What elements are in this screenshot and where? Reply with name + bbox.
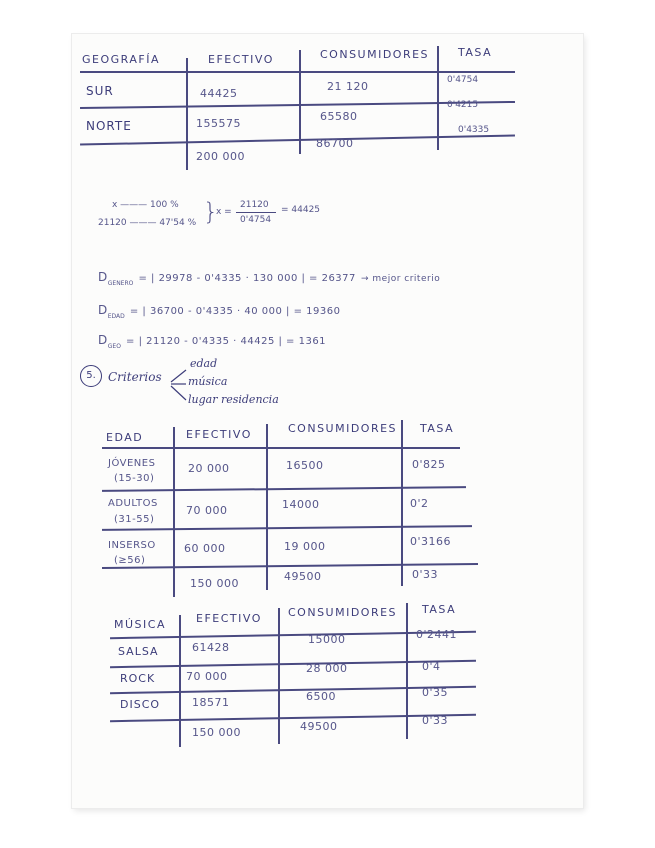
table-cell: 16500	[286, 459, 324, 472]
table-cell: 49500	[300, 720, 338, 733]
criteria-item: música	[188, 375, 228, 388]
distance-row	[98, 299, 340, 320]
table-cell: 200 000	[196, 150, 245, 163]
criteria-item: edad	[190, 357, 218, 370]
table-rule	[102, 447, 460, 449]
table-cell: 70 000	[186, 504, 228, 517]
distance-row	[98, 329, 326, 350]
table-cell: 28 000	[306, 662, 348, 675]
table-cell: 150 000	[190, 577, 239, 590]
distance-note: → mejor criterio	[361, 274, 441, 284]
distance-row	[98, 266, 440, 287]
table-header: GEOGRAFÍA	[82, 53, 160, 66]
table-cell: 0'4335	[458, 125, 490, 135]
distance-sub: GENERO	[107, 280, 134, 288]
table-header: EDAD	[106, 431, 144, 444]
table-cell: 49500	[284, 570, 322, 583]
table-cell: 19 000	[284, 540, 326, 553]
table-cell: 20 000	[188, 462, 230, 475]
distance-expression: = | 29978 - 0'4335 · 130 000 | = 26377	[138, 273, 356, 284]
table-header: EFECTIVO	[208, 53, 274, 66]
table-cell: (15-30)	[114, 473, 155, 484]
table-cell: (≥56)	[114, 555, 146, 566]
table-cell: (31-55)	[114, 514, 155, 525]
table-header: TASA	[458, 46, 493, 59]
table-cell: 60 000	[184, 542, 226, 555]
table-cell: JÓVENES	[108, 458, 156, 469]
table-cell: 0'4754	[447, 75, 479, 85]
table-cell: 0'2441	[416, 628, 458, 641]
table-cell: 44425	[200, 87, 238, 100]
distance-label: D	[98, 333, 108, 347]
table-cell: 6500	[306, 690, 336, 703]
table-header: MÚSICA	[114, 618, 166, 631]
table-rule	[80, 71, 515, 73]
distance-expression: = | 21120 - 0'4335 · 44425 | = 1361	[126, 336, 327, 347]
distance-sub: GEO	[107, 343, 121, 351]
table-cell: 0'33	[412, 568, 439, 581]
table-divider	[278, 608, 280, 744]
table-header: TASA	[420, 422, 455, 435]
table-header: EFECTIVO	[186, 428, 252, 441]
table-cell: ROCK	[120, 672, 156, 685]
table-cell: 21 120	[327, 80, 369, 93]
exercise-number: 5.	[80, 365, 102, 387]
table-cell: 0'825	[412, 458, 446, 471]
table-header: CONSUMIDORES	[288, 422, 398, 435]
table-header: CONSUMIDORES	[320, 48, 430, 61]
table-cell: 86700	[316, 137, 354, 150]
table-divider	[173, 427, 175, 597]
table-cell: 0'2	[410, 497, 429, 510]
table-divider	[406, 603, 408, 739]
table-divider	[186, 58, 188, 170]
equation-result: = 44425	[281, 205, 321, 215]
fraction-bar	[236, 212, 276, 213]
table-divider	[401, 420, 403, 586]
table-divider	[266, 424, 268, 590]
distance-label: D	[98, 270, 108, 284]
brace: }	[203, 198, 219, 226]
table-divider	[179, 615, 181, 747]
table-cell: 0'35	[422, 686, 449, 699]
proportion-line: 21120 ——— 47'54 %	[98, 218, 197, 228]
fraction-denominator: 0'4754	[240, 215, 272, 225]
distance-label: D	[98, 303, 108, 317]
table-cell: 14000	[282, 498, 320, 511]
table-cell: INSERSO	[108, 540, 156, 551]
table-divider	[437, 46, 439, 150]
table-cell: 150 000	[192, 726, 241, 739]
criteria-item: lugar residencia	[188, 393, 279, 406]
table-header: EFECTIVO	[196, 612, 262, 625]
proportion-line: x ——— 100 %	[112, 200, 179, 210]
table-cell: 155575	[196, 117, 241, 130]
fraction-numerator: 21120	[240, 200, 269, 210]
table-cell: 61428	[192, 641, 230, 654]
table-header: CONSUMIDORES	[288, 606, 398, 619]
table-divider	[299, 50, 301, 154]
table-cell: DISCO	[120, 698, 161, 711]
criteria-label: Criterios	[108, 370, 162, 384]
table-cell: 0'33	[422, 714, 449, 727]
table-cell: 65580	[320, 110, 358, 123]
table-header: TASA	[422, 603, 457, 616]
equation-prefix: x =	[216, 207, 232, 217]
distance-sub: EDAD	[107, 313, 125, 321]
table-cell: NORTE	[86, 119, 132, 133]
branch-lines	[168, 362, 190, 408]
table-cell: ADULTOS	[108, 498, 158, 509]
table-cell: 0'4215	[447, 100, 479, 110]
distance-expression: = | 36700 - 0'4335 · 40 000 | = 19360	[129, 306, 341, 317]
table-cell: 0'4	[422, 660, 441, 673]
table-cell: 0'3166	[410, 535, 452, 548]
table-cell: SALSA	[118, 645, 159, 658]
table-cell: 18571	[192, 696, 230, 709]
table-cell: SUR	[86, 84, 114, 98]
table-cell: 15000	[308, 633, 346, 646]
table-cell: 70 000	[186, 670, 228, 683]
